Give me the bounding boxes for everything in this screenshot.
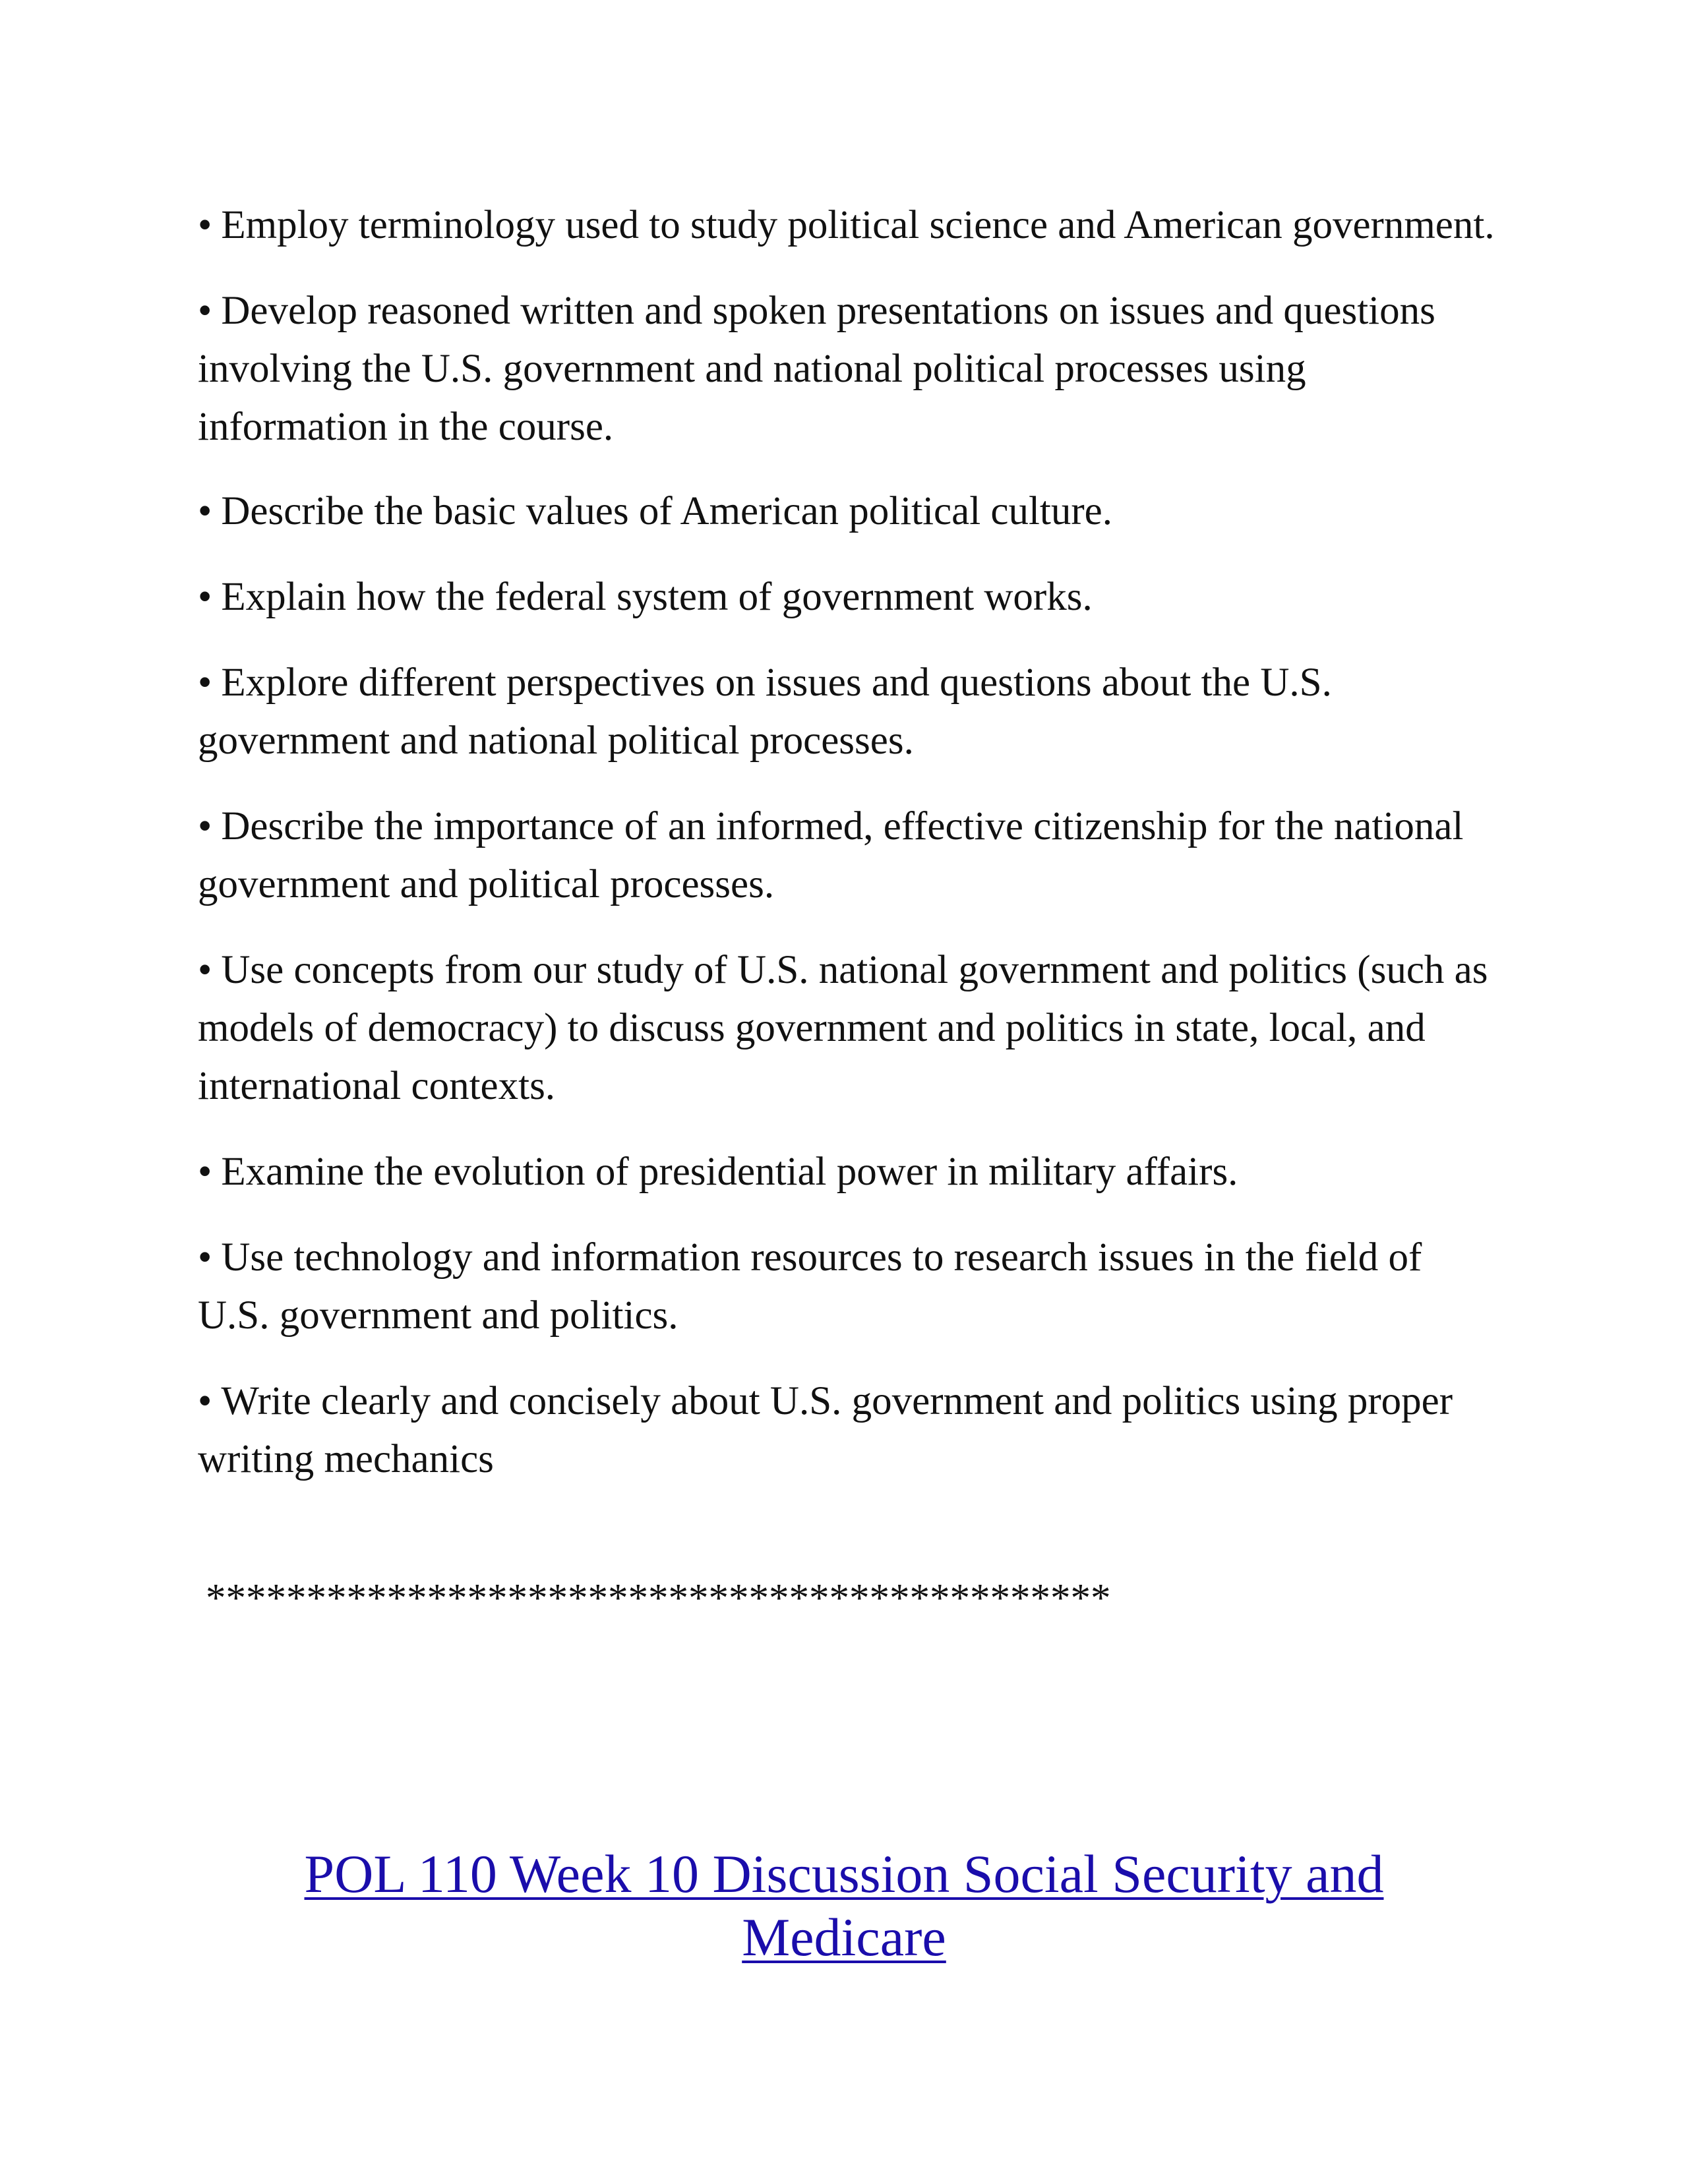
bullet-icon: • (198, 804, 212, 848)
bullet-icon: • (198, 203, 212, 247)
list-item (198, 483, 1503, 541)
bullet-icon: • (198, 1150, 212, 1194)
list-item (198, 196, 1503, 254)
list-item-text: Explain how the federal system of government works. (221, 575, 1093, 619)
bullet-icon: • (198, 575, 212, 619)
list-item-text: Use concepts from our study of U.S. national government and politics (such as models of democracy) to discuss government and politics in state, local, and international contexts. (198, 948, 1488, 1108)
bullet-icon: • (198, 289, 212, 333)
list-item (198, 282, 1503, 456)
list-item (198, 1143, 1503, 1201)
list-item (198, 798, 1503, 914)
list-item (198, 654, 1503, 770)
bullet-icon: • (198, 661, 212, 705)
bullet-icon: • (198, 1379, 212, 1423)
bullet-icon: • (198, 948, 212, 992)
list-item (198, 568, 1503, 626)
list-item-text: Examine the evolution of presidential power in military affairs. (221, 1150, 1238, 1194)
course-link[interactable]: POL 110 Week 10 Discussion Social Security and Medicare (304, 1844, 1384, 1967)
list-item-text: Write clearly and concisely about U.S. government and politics using proper writing mechanics (198, 1379, 1453, 1481)
list-item-text: Explore different perspectives on issues and questions about the U.S. government and national political processes. (198, 661, 1332, 763)
list-item-text: Describe the importance of an informed, effective citizenship for the national government and political processes. (198, 804, 1464, 906)
list-item (198, 1372, 1503, 1489)
list-item-text: Use technology and information resources to research issues in the field of U.S. government and politics. (198, 1235, 1422, 1338)
list-item-text: Employ terminology used to study political science and American government. (221, 203, 1495, 247)
list-item (198, 1229, 1503, 1345)
list-item-text: Describe the basic values of American political culture. (221, 489, 1113, 533)
list-item-text: Develop reasoned written and spoken presentations on issues and questions involving the U.S. government and national political processes using information in the course. (198, 289, 1435, 449)
bullet-icon: • (198, 1235, 212, 1280)
learning-objectives-list (198, 196, 1503, 1516)
asterisk-divider: ********************************************* (206, 1576, 1111, 1620)
bullet-icon: • (198, 489, 212, 533)
list-item (198, 941, 1503, 1115)
